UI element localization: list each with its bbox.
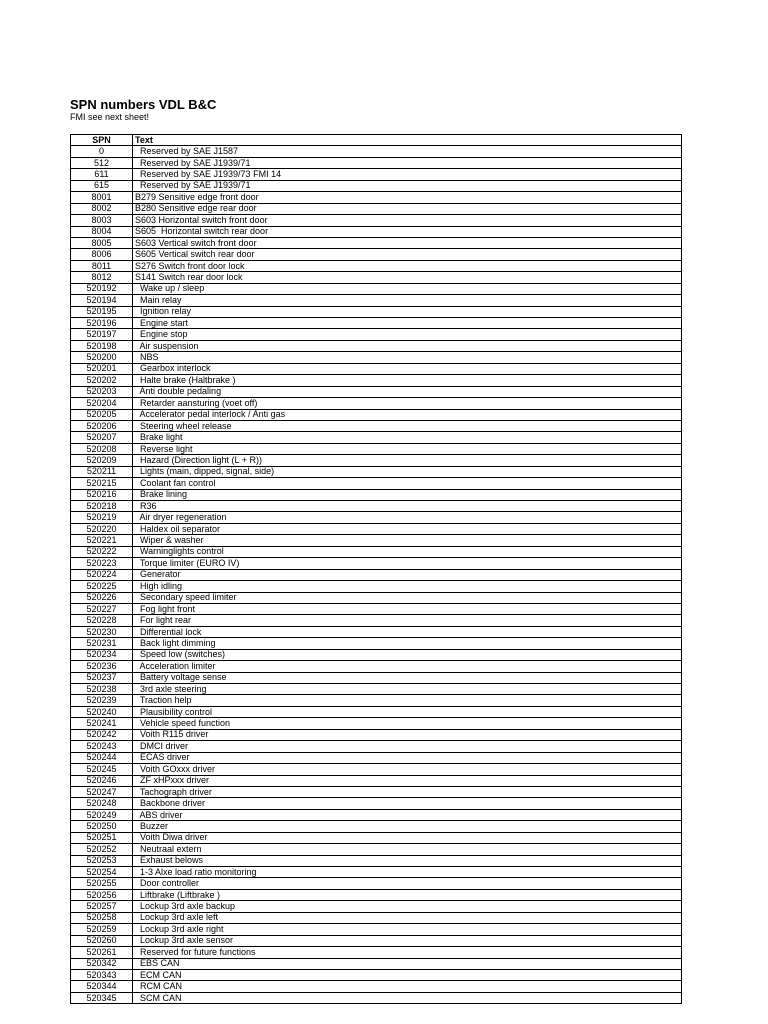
spn-cell: 8011 xyxy=(71,260,133,271)
text-cell: ECAS driver xyxy=(133,752,682,763)
table-row xyxy=(71,443,682,454)
text-cell: Secondary speed limiter xyxy=(133,592,682,603)
text-cell: Wiper & washer xyxy=(133,535,682,546)
table-row xyxy=(71,386,682,397)
spn-cell: 520197 xyxy=(71,329,133,340)
text-cell: Engine start xyxy=(133,318,682,329)
spn-cell: 520248 xyxy=(71,798,133,809)
table-row xyxy=(71,706,682,717)
table-row xyxy=(71,661,682,672)
text-cell: 1-3 Alxe load ratio monitoring xyxy=(133,867,682,878)
table-row xyxy=(71,329,682,340)
text-cell: Buzzer xyxy=(133,821,682,832)
spn-cell: 520208 xyxy=(71,443,133,454)
spn-cell: 520247 xyxy=(71,786,133,797)
column-header-spn: SPN xyxy=(71,135,133,146)
text-cell: ABS driver xyxy=(133,809,682,820)
spn-cell: 520203 xyxy=(71,386,133,397)
spn-cell: 8001 xyxy=(71,192,133,203)
table-row xyxy=(71,889,682,900)
spn-cell: 520239 xyxy=(71,695,133,706)
text-cell: Brake light xyxy=(133,432,682,443)
text-cell: Steering wheel release xyxy=(133,420,682,431)
spn-cell: 520244 xyxy=(71,752,133,763)
spn-cell: 520242 xyxy=(71,729,133,740)
spn-cell: 520344 xyxy=(71,981,133,992)
text-cell: Lockup 3rd axle sensor xyxy=(133,935,682,946)
text-cell: Reserved by SAE J1939/73 FMI 14 xyxy=(133,169,682,180)
spn-cell: 520241 xyxy=(71,718,133,729)
table-row xyxy=(71,512,682,523)
text-cell: Battery voltage sense xyxy=(133,672,682,683)
spn-cell: 520253 xyxy=(71,855,133,866)
spn-cell: 0 xyxy=(71,146,133,157)
table-row xyxy=(71,192,682,203)
text-cell: Hazard (Direction light (L + R)) xyxy=(133,455,682,466)
text-cell: Reserved by SAE J1587 xyxy=(133,146,682,157)
text-cell: Acceleration limiter xyxy=(133,661,682,672)
spn-cell: 520345 xyxy=(71,992,133,1003)
text-cell: DMCI driver xyxy=(133,741,682,752)
text-cell: For light rear xyxy=(133,615,682,626)
text-cell: Neutraal extern xyxy=(133,844,682,855)
table-row xyxy=(71,272,682,283)
text-cell: NBS xyxy=(133,352,682,363)
spn-cell: 520246 xyxy=(71,775,133,786)
spn-cell: 520225 xyxy=(71,581,133,592)
table-row xyxy=(71,752,682,763)
table-row xyxy=(71,844,682,855)
text-cell: Wake up / sleep xyxy=(133,283,682,294)
table-row xyxy=(71,764,682,775)
spn-cell: 520240 xyxy=(71,706,133,717)
text-cell: Haldex oil separator xyxy=(133,523,682,534)
table-row xyxy=(71,489,682,500)
spn-cell: 520227 xyxy=(71,603,133,614)
table-row xyxy=(71,352,682,363)
spn-cell: 8003 xyxy=(71,215,133,226)
table-row xyxy=(71,924,682,935)
spn-cell: 520211 xyxy=(71,466,133,477)
spn-cell: 520192 xyxy=(71,283,133,294)
table-row xyxy=(71,809,682,820)
text-cell: R36 xyxy=(133,501,682,512)
table-row xyxy=(71,798,682,809)
spn-cell: 520237 xyxy=(71,672,133,683)
text-cell: Voith Diwa driver xyxy=(133,832,682,843)
text-cell: Accelerator pedal interlock / Anti gas xyxy=(133,409,682,420)
table-row xyxy=(71,169,682,180)
table-row xyxy=(71,603,682,614)
spn-cell: 520228 xyxy=(71,615,133,626)
spn-cell: 512 xyxy=(71,157,133,168)
text-cell: Tachograph driver xyxy=(133,786,682,797)
spn-cell: 520230 xyxy=(71,626,133,637)
table-header-row xyxy=(71,135,682,146)
table-row xyxy=(71,947,682,958)
table-row xyxy=(71,249,682,260)
table-row xyxy=(71,569,682,580)
table-row xyxy=(71,638,682,649)
spn-cell: 520195 xyxy=(71,306,133,317)
table-row xyxy=(71,615,682,626)
text-cell: Lights (main, dipped, signal, side) xyxy=(133,466,682,477)
table-row xyxy=(71,318,682,329)
table-row xyxy=(71,306,682,317)
table-row xyxy=(71,203,682,214)
text-cell: Lockup 3rd axle backup xyxy=(133,901,682,912)
table-row xyxy=(71,649,682,660)
text-cell: Coolant fan control xyxy=(133,478,682,489)
text-cell: Fog light front xyxy=(133,603,682,614)
spn-cell: 520245 xyxy=(71,764,133,775)
text-cell: Vehicle speed function xyxy=(133,718,682,729)
table-row xyxy=(71,935,682,946)
table-row xyxy=(71,215,682,226)
table-row xyxy=(71,375,682,386)
text-cell: 3rd axle steering xyxy=(133,684,682,695)
text-cell: Air suspension xyxy=(133,340,682,351)
table-row xyxy=(71,523,682,534)
text-cell: B279 Sensitive edge front door xyxy=(133,192,682,203)
spn-cell: 520234 xyxy=(71,649,133,660)
spn-cell: 520231 xyxy=(71,638,133,649)
text-cell: RCM CAN xyxy=(133,981,682,992)
spn-cell: 520220 xyxy=(71,523,133,534)
text-cell: Main relay xyxy=(133,295,682,306)
text-cell: S276 Switch front door lock xyxy=(133,260,682,271)
table-row xyxy=(71,146,682,157)
spn-cell: 520254 xyxy=(71,867,133,878)
text-cell: Halte brake (Haltbrake ) xyxy=(133,375,682,386)
text-cell: Voith R115 driver xyxy=(133,729,682,740)
spn-cell: 520260 xyxy=(71,935,133,946)
table-row xyxy=(71,626,682,637)
spn-cell: 520243 xyxy=(71,741,133,752)
table-row xyxy=(71,832,682,843)
table-row xyxy=(71,466,682,477)
spn-cell: 520342 xyxy=(71,958,133,969)
spn-cell: 520257 xyxy=(71,901,133,912)
spn-cell: 520261 xyxy=(71,947,133,958)
text-cell: Plausibility control xyxy=(133,706,682,717)
table-row xyxy=(71,729,682,740)
table-row xyxy=(71,535,682,546)
text-cell: Anti double pedaling xyxy=(133,386,682,397)
text-cell: Exhaust belows xyxy=(133,855,682,866)
table-row xyxy=(71,398,682,409)
table-row xyxy=(71,180,682,191)
text-cell: Engine stop xyxy=(133,329,682,340)
text-cell: Back light dimming xyxy=(133,638,682,649)
text-cell: Reserved by SAE J1939/71 xyxy=(133,180,682,191)
spn-cell: 520206 xyxy=(71,420,133,431)
spn-cell: 520202 xyxy=(71,375,133,386)
text-cell: Reserved for future functions xyxy=(133,947,682,958)
text-cell: S605 Horizontal switch rear door xyxy=(133,226,682,237)
table-row xyxy=(71,409,682,420)
table-row xyxy=(71,478,682,489)
table-row xyxy=(71,901,682,912)
table-row xyxy=(71,958,682,969)
text-cell: ZF xHPxxx driver xyxy=(133,775,682,786)
table-row xyxy=(71,867,682,878)
text-cell: Generator xyxy=(133,569,682,580)
table-row xyxy=(71,237,682,248)
text-cell: B280 Sensitive edge rear door xyxy=(133,203,682,214)
spn-cell: 520218 xyxy=(71,501,133,512)
spn-cell: 520249 xyxy=(71,809,133,820)
table-row xyxy=(71,592,682,603)
spn-cell: 520200 xyxy=(71,352,133,363)
text-cell: EBS CAN xyxy=(133,958,682,969)
text-cell: Speed low (switches) xyxy=(133,649,682,660)
table-row xyxy=(71,546,682,557)
text-cell: S141 Switch rear door lock xyxy=(133,272,682,283)
text-cell: Ignition relay xyxy=(133,306,682,317)
text-cell: Lockup 3rd axle right xyxy=(133,924,682,935)
spn-table xyxy=(70,134,682,1004)
table-row xyxy=(71,672,682,683)
table-row xyxy=(71,821,682,832)
spn-cell: 520226 xyxy=(71,592,133,603)
spn-cell: 520205 xyxy=(71,409,133,420)
spn-cell: 520209 xyxy=(71,455,133,466)
spn-cell: 520343 xyxy=(71,969,133,980)
table-row xyxy=(71,455,682,466)
text-cell: Reserved by SAE J1939/71 xyxy=(133,157,682,168)
spn-cell: 520198 xyxy=(71,340,133,351)
spn-cell: 520222 xyxy=(71,546,133,557)
text-cell: Brake lining xyxy=(133,489,682,500)
text-cell: Air dryer regeneration xyxy=(133,512,682,523)
text-cell: Lockup 3rd axle left xyxy=(133,912,682,923)
spn-cell: 520215 xyxy=(71,478,133,489)
table-row xyxy=(71,420,682,431)
table-row xyxy=(71,981,682,992)
spn-cell: 520252 xyxy=(71,844,133,855)
table-row xyxy=(71,501,682,512)
spn-cell: 520259 xyxy=(71,924,133,935)
table-row xyxy=(71,157,682,168)
spn-cell: 520238 xyxy=(71,684,133,695)
spn-cell: 520258 xyxy=(71,912,133,923)
text-cell: Liftbrake (Liftbrake ) xyxy=(133,889,682,900)
table-row xyxy=(71,260,682,271)
spn-cell: 520207 xyxy=(71,432,133,443)
text-cell: S605 Vertical switch rear door xyxy=(133,249,682,260)
text-cell: Traction help xyxy=(133,695,682,706)
spn-cell: 520250 xyxy=(71,821,133,832)
table-row xyxy=(71,741,682,752)
spn-cell: 611 xyxy=(71,169,133,180)
spn-cell: 520221 xyxy=(71,535,133,546)
table-body xyxy=(71,146,682,1004)
text-cell: High idling xyxy=(133,581,682,592)
table-row xyxy=(71,432,682,443)
text-cell: Reverse light xyxy=(133,443,682,454)
table-row xyxy=(71,363,682,374)
table-row xyxy=(71,295,682,306)
table-row xyxy=(71,718,682,729)
text-cell: Backbone driver xyxy=(133,798,682,809)
text-cell: Torque limiter (EURO IV) xyxy=(133,558,682,569)
table-row xyxy=(71,340,682,351)
column-header-text: Text xyxy=(133,135,682,146)
table-row xyxy=(71,775,682,786)
text-cell: S603 Vertical switch front door xyxy=(133,237,682,248)
spn-cell: 8002 xyxy=(71,203,133,214)
spn-cell: 520255 xyxy=(71,878,133,889)
text-cell: Differential lock xyxy=(133,626,682,637)
spn-cell: 520216 xyxy=(71,489,133,500)
text-cell: ECM CAN xyxy=(133,969,682,980)
table-row xyxy=(71,581,682,592)
spn-cell: 520219 xyxy=(71,512,133,523)
text-cell: Gearbox interlock xyxy=(133,363,682,374)
spn-cell: 520204 xyxy=(71,398,133,409)
spn-cell: 520251 xyxy=(71,832,133,843)
text-cell: Retarder aansturing (voet off) xyxy=(133,398,682,409)
text-cell: Voith GOxxx driver xyxy=(133,764,682,775)
table-row xyxy=(71,912,682,923)
table-row xyxy=(71,878,682,889)
spn-cell: 520236 xyxy=(71,661,133,672)
table-row xyxy=(71,969,682,980)
text-cell: Warninglights control xyxy=(133,546,682,557)
spn-cell: 8005 xyxy=(71,237,133,248)
spn-cell: 8006 xyxy=(71,249,133,260)
text-cell: S603 Horizontal switch front door xyxy=(133,215,682,226)
table-row xyxy=(71,855,682,866)
text-cell: SCM CAN xyxy=(133,992,682,1003)
page-subtitle: FMI see next sheet! xyxy=(70,112,150,122)
table-row xyxy=(71,558,682,569)
spn-cell: 615 xyxy=(71,180,133,191)
spn-cell: 520224 xyxy=(71,569,133,580)
table-row xyxy=(71,226,682,237)
table-row xyxy=(71,684,682,695)
spn-cell: 520223 xyxy=(71,558,133,569)
table-row xyxy=(71,992,682,1003)
spn-cell: 8004 xyxy=(71,226,133,237)
spn-cell: 520256 xyxy=(71,889,133,900)
spn-cell: 520194 xyxy=(71,295,133,306)
text-cell: Door controller xyxy=(133,878,682,889)
spn-cell: 520201 xyxy=(71,363,133,374)
table-row xyxy=(71,786,682,797)
spn-cell: 520196 xyxy=(71,318,133,329)
table-row xyxy=(71,283,682,294)
spn-cell: 8012 xyxy=(71,272,133,283)
page-title: SPN numbers VDL B&C xyxy=(70,97,217,112)
table-row xyxy=(71,695,682,706)
